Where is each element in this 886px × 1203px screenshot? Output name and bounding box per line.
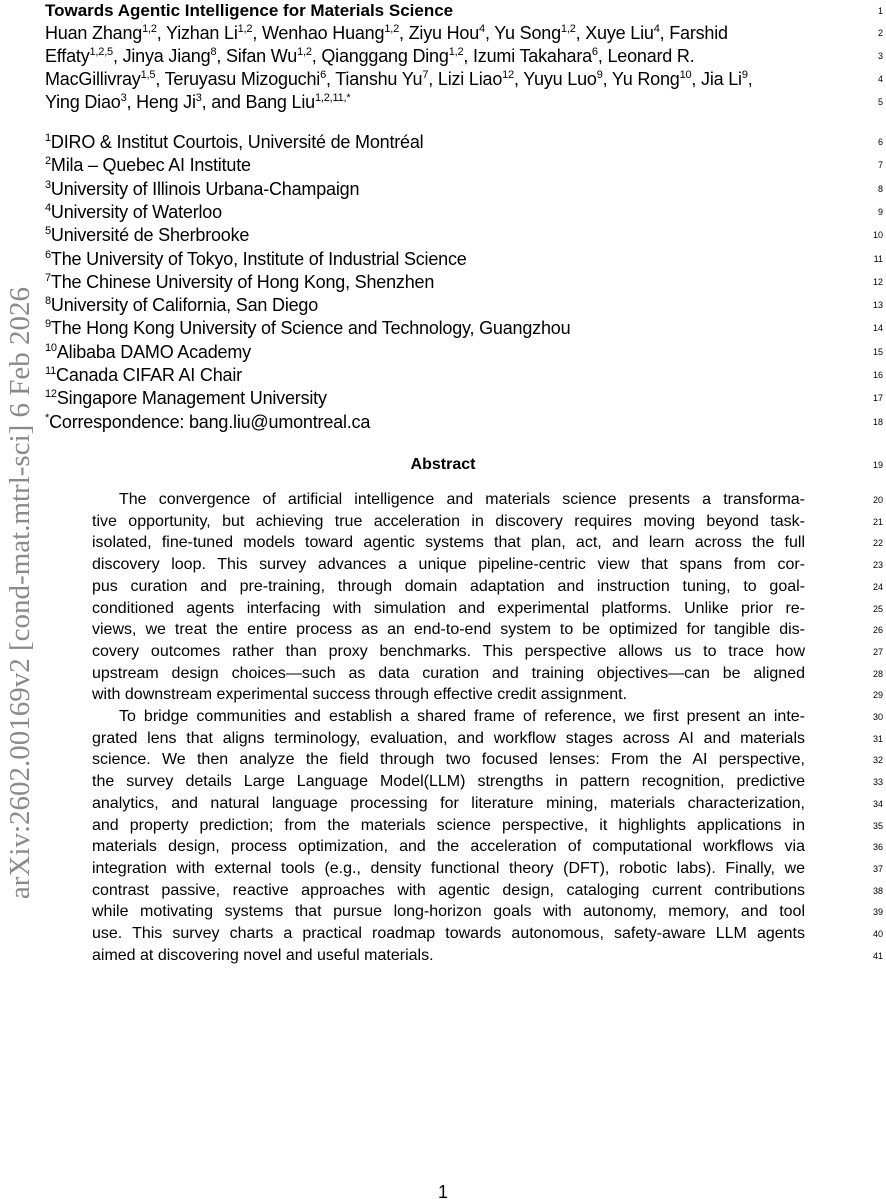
author-name: , Jia Li	[691, 69, 742, 89]
author-affiliation-marker: 1,5	[140, 69, 156, 81]
abstract-line: integration with external tools (e.g., density functional theory (DFT), robotic labs). Finally, we	[92, 859, 805, 877]
abstract-line: upstream design choices—such as data curation and training objectives—can be aligned	[92, 664, 805, 682]
line-number: 13	[872, 300, 883, 311]
line-number: 34	[872, 798, 883, 809]
author-affiliation-marker: 8	[210, 46, 217, 58]
author-name: , Yuyu Luo	[513, 69, 597, 89]
affiliation-name: University of Waterloo	[50, 201, 222, 222]
author-affiliation-marker: 6	[591, 46, 598, 58]
author-name: , Qianggang Ding	[311, 46, 449, 66]
line-number: 30	[872, 712, 883, 722]
abstract-line: views, we treat the entire process as an end-to-end system to be optimized for tangible dis-	[92, 621, 805, 639]
page-number: 1	[437, 1182, 448, 1202]
affiliation-marker: 5	[45, 225, 51, 238]
affiliation-name: The Chinese University of Hong Kong, Shenzhen	[50, 271, 435, 292]
author-affiliation-marker: 4	[653, 23, 660, 35]
line-number: 39	[872, 907, 883, 918]
author-name: , Yizhan Li	[156, 23, 238, 43]
author-affiliation-marker: 9	[741, 69, 748, 81]
affiliation-line	[45, 224, 249, 247]
line-number: 9	[877, 206, 883, 217]
line-number: 26	[872, 625, 883, 636]
line-number: 11	[873, 253, 883, 264]
abstract-line: analytics, and natural language processing for literature mining, materials characterization,	[92, 794, 805, 812]
abstract-line: contrast passive, reactive approaches with agentic design, cataloging current contributions	[92, 881, 805, 899]
abstract-heading: Abstract	[410, 456, 476, 473]
line-number: 28	[872, 668, 883, 679]
abstract-line: pus curation and pre-training, through domain adaptation and instruction tuning, to goal-	[92, 577, 805, 595]
affiliation-name: DIRO & Institut Courtois, Université de Montréal	[50, 132, 424, 152]
line-number: 22	[872, 538, 883, 549]
author-affiliation-marker: 12	[502, 69, 514, 81]
abstract-line: aimed at discovering novel and useful materials.	[92, 946, 434, 964]
arxiv-identifier-sidebar: arXiv:2602.00169v2 [cond-mat.mtrl-sci] 6 Feb 2026	[4, 286, 36, 900]
affiliation-line	[45, 248, 467, 271]
line-number: 20	[872, 495, 883, 505]
author-name: , Sifan Wu	[216, 46, 298, 66]
author-line	[45, 91, 350, 114]
affiliation-line	[45, 387, 327, 410]
line-number: 2	[877, 28, 883, 38]
author-affiliation-marker: 1,2	[142, 23, 157, 35]
line-number: 27	[872, 646, 883, 657]
author-affiliation-marker: 1,2	[297, 46, 312, 58]
affiliation-marker: 10	[45, 341, 57, 354]
affiliation-marker: 2	[45, 155, 51, 168]
abstract-line: and property prediction; from the materials science perspective, it highlights applications in	[92, 816, 805, 834]
line-number: 6	[877, 137, 883, 147]
affiliation-line	[45, 178, 359, 201]
abstract-line: while motivating systems that pursue long-horizon goals with autonomy, memory, and tool	[92, 903, 805, 921]
author-name: MacGillivray	[45, 69, 141, 89]
line-number: 40	[872, 929, 883, 939]
line-number: 31	[872, 733, 883, 744]
abstract-line: To bridge communities and establish a shared frame of reference, we first present an inte-	[119, 708, 805, 725]
abstract-line: isolated, fine-tuned models toward agentic systems that plan, act, and learn across the full	[92, 534, 805, 552]
affiliation-line	[45, 131, 423, 154]
author-affiliation-marker: 9	[596, 69, 603, 81]
affiliation-line	[45, 154, 251, 177]
author-affiliation-marker: 1,2	[560, 23, 576, 35]
abstract-line: materials design, process optimization, and the acceleration of computational workflows via	[92, 838, 805, 856]
line-number: 23	[872, 560, 883, 571]
line-number: 5	[877, 97, 883, 107]
abstract-line: science. We then analyze the field through two focused lenses: From the AI perspective,	[92, 751, 805, 769]
affiliation-marker: 3	[45, 178, 51, 191]
affiliation-marker: 11	[45, 365, 57, 377]
author-line	[45, 45, 695, 68]
author-name: , Yu Rong	[602, 69, 680, 89]
author-name: , Yu Song	[484, 23, 561, 43]
affiliation-line	[45, 201, 222, 224]
affiliation-marker: 7	[45, 271, 51, 284]
author-name: , Tianshu Yu	[326, 69, 423, 89]
affiliation-marker: 8	[45, 295, 51, 308]
author-affiliation-marker: 3	[195, 92, 202, 104]
affiliation-name: Université de Sherbrooke	[50, 225, 250, 246]
author-name: , and Bang Liu	[201, 92, 315, 112]
author-name: , Jinya Jiang	[112, 46, 211, 66]
author-affiliation-marker: 3	[120, 92, 127, 104]
author-affiliation-marker: 1,2	[237, 23, 253, 35]
author-name: , Farshid	[659, 23, 728, 43]
author-name: , Heng Ji	[126, 92, 196, 112]
line-number: 14	[872, 323, 883, 334]
abstract-line: conditioned agents interfacing with simulation and experimental platforms. Unlike prior re-	[92, 599, 805, 617]
line-number: 24	[872, 581, 883, 592]
line-number: 17	[872, 393, 883, 404]
affiliation-name: The University of Tokyo, Institute of Industrial Science	[50, 248, 467, 269]
line-number: 3	[877, 51, 883, 61]
author-name: Ying Diao	[45, 92, 121, 112]
author-name: , Leonard R.	[597, 46, 695, 66]
author-name: , Lizi Liao	[428, 69, 503, 89]
affiliation-marker: 1	[45, 132, 51, 144]
line-number: 19	[872, 460, 883, 470]
line-number: 36	[872, 842, 883, 853]
author-affiliation-marker: 1,2,11,*	[314, 92, 351, 104]
abstract-line: The convergence of artificial intelligence and materials science presents a transforma-	[119, 491, 805, 508]
affiliation-marker: 12	[45, 388, 57, 401]
line-number: 33	[872, 777, 883, 788]
line-number: 32	[872, 755, 883, 766]
affiliation-marker: 4	[45, 201, 51, 214]
author-affiliation-marker: 10	[679, 69, 692, 81]
line-number: 15	[872, 346, 883, 357]
line-number: 16	[872, 370, 883, 380]
affiliation-name: Alibaba DAMO Academy	[56, 341, 251, 362]
author-name: , Wenhao Huang	[252, 23, 385, 43]
author-affiliation-marker: 1,2	[448, 46, 464, 58]
affiliation-marker: *	[45, 411, 50, 424]
line-number: 10	[872, 230, 883, 241]
author-line	[45, 68, 753, 91]
author-affiliation-marker: 7	[422, 69, 429, 81]
line-number: 21	[872, 516, 883, 527]
affiliation-line	[45, 411, 370, 434]
paper-title: Towards Agentic Intelligence for Materials Science	[45, 1, 454, 20]
affiliation-name: Singapore Management University	[56, 388, 327, 409]
line-number: 8	[877, 183, 883, 194]
affiliation-line	[45, 317, 570, 340]
affiliation-line	[45, 294, 318, 317]
affiliation-name: University of California, San Diego	[50, 295, 319, 316]
author-name: , Teruyasu Mizoguchi	[155, 69, 321, 89]
line-number: 1	[877, 6, 883, 16]
author-affiliation-marker: 1,2	[384, 23, 400, 35]
affiliation-name: Mila – Quebec AI Institute	[50, 155, 251, 176]
author-line	[45, 22, 728, 45]
affiliation-line	[45, 271, 434, 294]
abstract-line: use. This survey charts a practical roadmap towards autonomous, safety-aware LLM agents	[92, 925, 805, 942]
affiliation-line	[45, 341, 251, 364]
author-name: ,	[747, 69, 753, 89]
author-affiliation-marker: 1,2,5	[89, 46, 113, 58]
abstract-line: discovery loop. This survey advances a unique pipeline-centric view that spans from cor-	[92, 556, 805, 574]
line-number: 18	[872, 416, 883, 427]
author-name: , Xuye Liu	[575, 23, 654, 43]
line-number: 7	[877, 160, 883, 171]
line-number: 37	[872, 863, 883, 874]
abstract-line: covery outcomes rather than proxy benchmarks. This perspective allows us to trace how	[92, 642, 805, 660]
affiliation-name: Canada CIFAR AI Chair	[56, 365, 242, 385]
line-number: 41	[872, 950, 883, 961]
author-name: Huan Zhang	[45, 23, 143, 43]
affiliation-name: Correspondence: bang.liu@umontreal.ca	[49, 411, 371, 432]
line-number: 12	[872, 276, 883, 287]
affiliation-marker: 9	[45, 318, 51, 331]
line-number: 35	[872, 820, 883, 831]
abstract-line: with downstream experimental success through effective credit assignment.	[92, 686, 628, 704]
affiliation-name: The Hong Kong University of Science and Technology, Guangzhou	[50, 318, 571, 339]
author-affiliation-marker: 4	[479, 23, 485, 35]
line-number: 38	[872, 885, 883, 896]
affiliation-line	[45, 364, 242, 387]
abstract-line: tive opportunity, but achieving true acceleration in discovery requires moving beyond task-	[92, 512, 805, 530]
abstract-line: grated lens that aligns terminology, evaluation, and workflow stages across AI and materials	[92, 729, 805, 747]
affiliation-name: University of Illinois Urbana-Champaign	[50, 178, 360, 199]
author-name: Effaty	[45, 46, 90, 66]
affiliation-marker: 6	[45, 248, 51, 261]
line-number: 29	[872, 690, 883, 701]
author-name: , Ziyu Hou	[399, 23, 480, 43]
line-number: 4	[877, 74, 883, 84]
abstract-line: the survey details Large Language Model(LLM) strengths in pattern recognition, predictive	[92, 773, 805, 791]
line-number: 25	[872, 603, 883, 614]
author-name: , Izumi Takahara	[463, 46, 592, 66]
author-affiliation-marker: 6	[320, 69, 326, 81]
